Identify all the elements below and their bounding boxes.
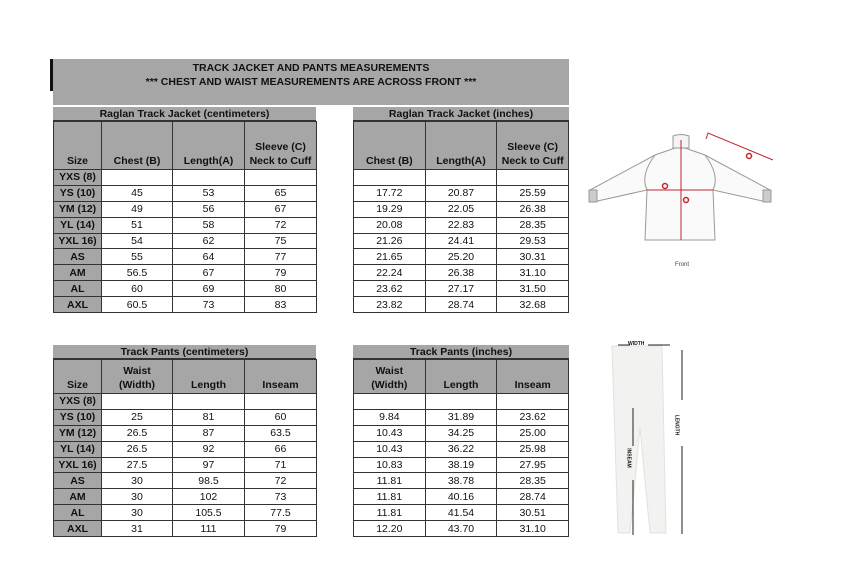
size-cell: YXS (8) [54,394,102,410]
table-row [354,233,569,249]
table-row [54,425,317,441]
table-row [354,185,569,201]
value-cell [173,170,245,186]
column-header: Length(A) [173,122,245,170]
value-cell [102,394,173,410]
value-cell: 71 [245,457,317,473]
value-cell: 31.89 [425,409,497,425]
table-row [54,457,317,473]
value-cell: 10.43 [354,441,426,457]
value-cell: 28.35 [497,473,569,489]
value-cell: 36.22 [425,441,497,457]
sleeve-marker-icon [747,154,752,159]
value-cell: 27.5 [102,457,173,473]
pants-cm-heading: Track Pants (centimeters) [53,345,316,360]
table-row [354,521,569,537]
value-cell: 62 [173,233,245,249]
value-cell: 72 [245,473,317,489]
value-cell: 65 [245,185,317,201]
value-cell: 56.5 [102,265,173,281]
value-cell: 49 [102,201,173,217]
size-cell: AS [54,473,102,489]
value-cell: 28.74 [425,297,497,313]
pants-in-heading: Track Pants (inches) [353,345,569,360]
size-cell: AXL [54,297,102,313]
value-cell: 25.59 [497,185,569,201]
pants-cm-table [53,359,317,537]
size-cell: YL (14) [54,217,102,233]
value-cell: 92 [173,441,245,457]
column-header: Size [54,360,102,394]
size-cell: YL (14) [54,441,102,457]
table-row [54,394,317,410]
value-cell: 53 [173,185,245,201]
size-cell: YXS (8) [54,170,102,186]
value-cell: 69 [173,281,245,297]
value-cell: 64 [173,249,245,265]
value-cell: 27.17 [425,281,497,297]
table-row [54,265,317,281]
column-header: Length [173,360,245,394]
value-cell: 27.95 [497,457,569,473]
jacket-illustration [585,130,795,255]
table-row [54,217,317,233]
value-cell: 22.83 [425,217,497,233]
value-cell: 25 [102,409,173,425]
column-header: Waist (Width) [354,360,426,394]
size-cell: AM [54,265,102,281]
value-cell: 32.68 [497,297,569,313]
value-cell: 83 [245,297,317,313]
value-cell: 97 [173,457,245,473]
value-cell: 25.00 [497,425,569,441]
value-cell: 98.5 [173,473,245,489]
value-cell: 34.25 [425,425,497,441]
size-cell: AXL [54,521,102,537]
value-cell: 56 [173,201,245,217]
table-row [354,265,569,281]
value-cell: 79 [245,265,317,281]
value-cell [497,170,569,186]
value-cell: 11.81 [354,489,426,505]
value-cell: 31.10 [497,265,569,281]
value-cell: 9.84 [354,409,426,425]
table-row [354,249,569,265]
pants-illustration [600,338,695,538]
value-cell: 23.82 [354,297,426,313]
value-cell: 66 [245,441,317,457]
table-row [354,394,569,410]
jacket-in-heading: Raglan Track Jacket (inches) [353,107,569,122]
column-header: Sleeve (C) Neck to Cuff [497,122,569,170]
header-row [354,122,569,170]
table-row [354,281,569,297]
value-cell: 60 [102,281,173,297]
jacket-cm-table [53,121,317,313]
value-cell: 12.20 [354,521,426,537]
value-cell: 20.08 [354,217,426,233]
value-cell: 54 [102,233,173,249]
value-cell [245,170,317,186]
value-cell [102,170,173,186]
table-row [54,170,317,186]
size-cell: AM [54,489,102,505]
table-row [354,409,569,425]
value-cell: 45 [102,185,173,201]
table-row [54,409,317,425]
value-cell: 30.51 [497,505,569,521]
table-row [354,457,569,473]
table-row [54,185,317,201]
value-cell [425,170,497,186]
jacket-cm-heading: Raglan Track Jacket (centimeters) [53,107,316,122]
size-cell: AL [54,281,102,297]
table-row [354,441,569,457]
jacket-in-table [353,121,569,313]
value-cell: 38.78 [425,473,497,489]
header-row [54,122,317,170]
header-row [354,360,569,394]
column-header: Size [54,122,102,170]
value-cell: 26.38 [497,201,569,217]
table-row [54,297,317,313]
value-cell: 22.24 [354,265,426,281]
size-cell: AL [54,505,102,521]
value-cell [173,394,245,410]
column-header: Chest (B) [354,122,426,170]
value-cell: 58 [173,217,245,233]
value-cell: 11.81 [354,473,426,489]
size-cell: YXL 16) [54,233,102,249]
value-cell: 87 [173,425,245,441]
value-cell: 28.35 [497,217,569,233]
size-cell: YM (12) [54,201,102,217]
page-subtitle: *** CHEST AND WAIST MEASUREMENTS ARE ACROSS FRONT *** [145,76,477,88]
value-cell: 41.54 [425,505,497,521]
value-cell: 10.43 [354,425,426,441]
table-row [54,201,317,217]
column-header: Waist (Width) [102,360,173,394]
column-header: Sleeve (C) Neck to Cuff [245,122,317,170]
value-cell: 75 [245,233,317,249]
value-cell [245,394,317,410]
column-header: Chest (B) [102,122,173,170]
size-cell: YS (10) [54,185,102,201]
table-row [354,425,569,441]
value-cell: 26.5 [102,425,173,441]
value-cell: 72 [245,217,317,233]
value-cell: 63.5 [245,425,317,441]
value-cell: 19.29 [354,201,426,217]
length-label: LENGTH [673,414,680,436]
value-cell: 81 [173,409,245,425]
value-cell: 67 [173,265,245,281]
value-cell: 30 [102,505,173,521]
size-cell: YXL 16) [54,457,102,473]
table-row [354,217,569,233]
value-cell: 43.70 [425,521,497,537]
pants-in-table [353,359,569,537]
value-cell [354,170,426,186]
size-cell: YS (10) [54,409,102,425]
table-row [54,233,317,249]
value-cell: 22.05 [425,201,497,217]
table-row [54,249,317,265]
value-cell: 60.5 [102,297,173,313]
value-cell: 77.5 [245,505,317,521]
width-label: WIDTH [628,341,645,347]
table-row [54,505,317,521]
value-cell: 26.5 [102,441,173,457]
header-row [54,360,317,394]
table-row [354,170,569,186]
column-header: Length [425,360,497,394]
table-row [354,489,569,505]
value-cell: 25.20 [425,249,497,265]
page-title-banner [53,59,569,105]
value-cell: 30 [102,473,173,489]
size-cell: YM (12) [54,425,102,441]
value-cell: 29.53 [497,233,569,249]
value-cell [425,394,497,410]
value-cell: 51 [102,217,173,233]
value-cell: 25.98 [497,441,569,457]
value-cell [354,394,426,410]
value-cell: 60 [245,409,317,425]
value-cell: 28.74 [497,489,569,505]
table-row [54,521,317,537]
value-cell: 10.83 [354,457,426,473]
value-cell: 26.38 [425,265,497,281]
value-cell: 31.50 [497,281,569,297]
jacket-caption: Front [675,262,690,268]
inseam-label: INSEAM [625,448,632,468]
value-cell: 21.26 [354,233,426,249]
table-row [54,281,317,297]
value-cell: 77 [245,249,317,265]
value-cell: 21.65 [354,249,426,265]
column-header: Inseam [245,360,317,394]
value-cell: 23.62 [354,281,426,297]
table-row [354,505,569,521]
value-cell: 30 [102,489,173,505]
value-cell: 40.16 [425,489,497,505]
value-cell: 23.62 [497,409,569,425]
value-cell: 31 [102,521,173,537]
table-row [354,473,569,489]
table-row [354,297,569,313]
page-title: TRACK JACKET AND PANTS MEASUREMENTS [192,62,430,74]
value-cell: 17.72 [354,185,426,201]
table-row [54,489,317,505]
value-cell: 20.87 [425,185,497,201]
table-row [354,201,569,217]
value-cell: 11.81 [354,505,426,521]
value-cell: 79 [245,521,317,537]
value-cell: 105.5 [173,505,245,521]
value-cell: 31.10 [497,521,569,537]
value-cell: 24.41 [425,233,497,249]
value-cell: 111 [173,521,245,537]
value-cell: 67 [245,201,317,217]
value-cell: 102 [173,489,245,505]
value-cell: 38.19 [425,457,497,473]
value-cell [497,394,569,410]
value-cell: 55 [102,249,173,265]
value-cell: 73 [245,489,317,505]
value-cell: 30.31 [497,249,569,265]
column-header: Inseam [497,360,569,394]
value-cell: 80 [245,281,317,297]
table-row [54,441,317,457]
value-cell: 73 [173,297,245,313]
column-header: Length(A) [425,122,497,170]
size-cell: AS [54,249,102,265]
table-row [54,473,317,489]
